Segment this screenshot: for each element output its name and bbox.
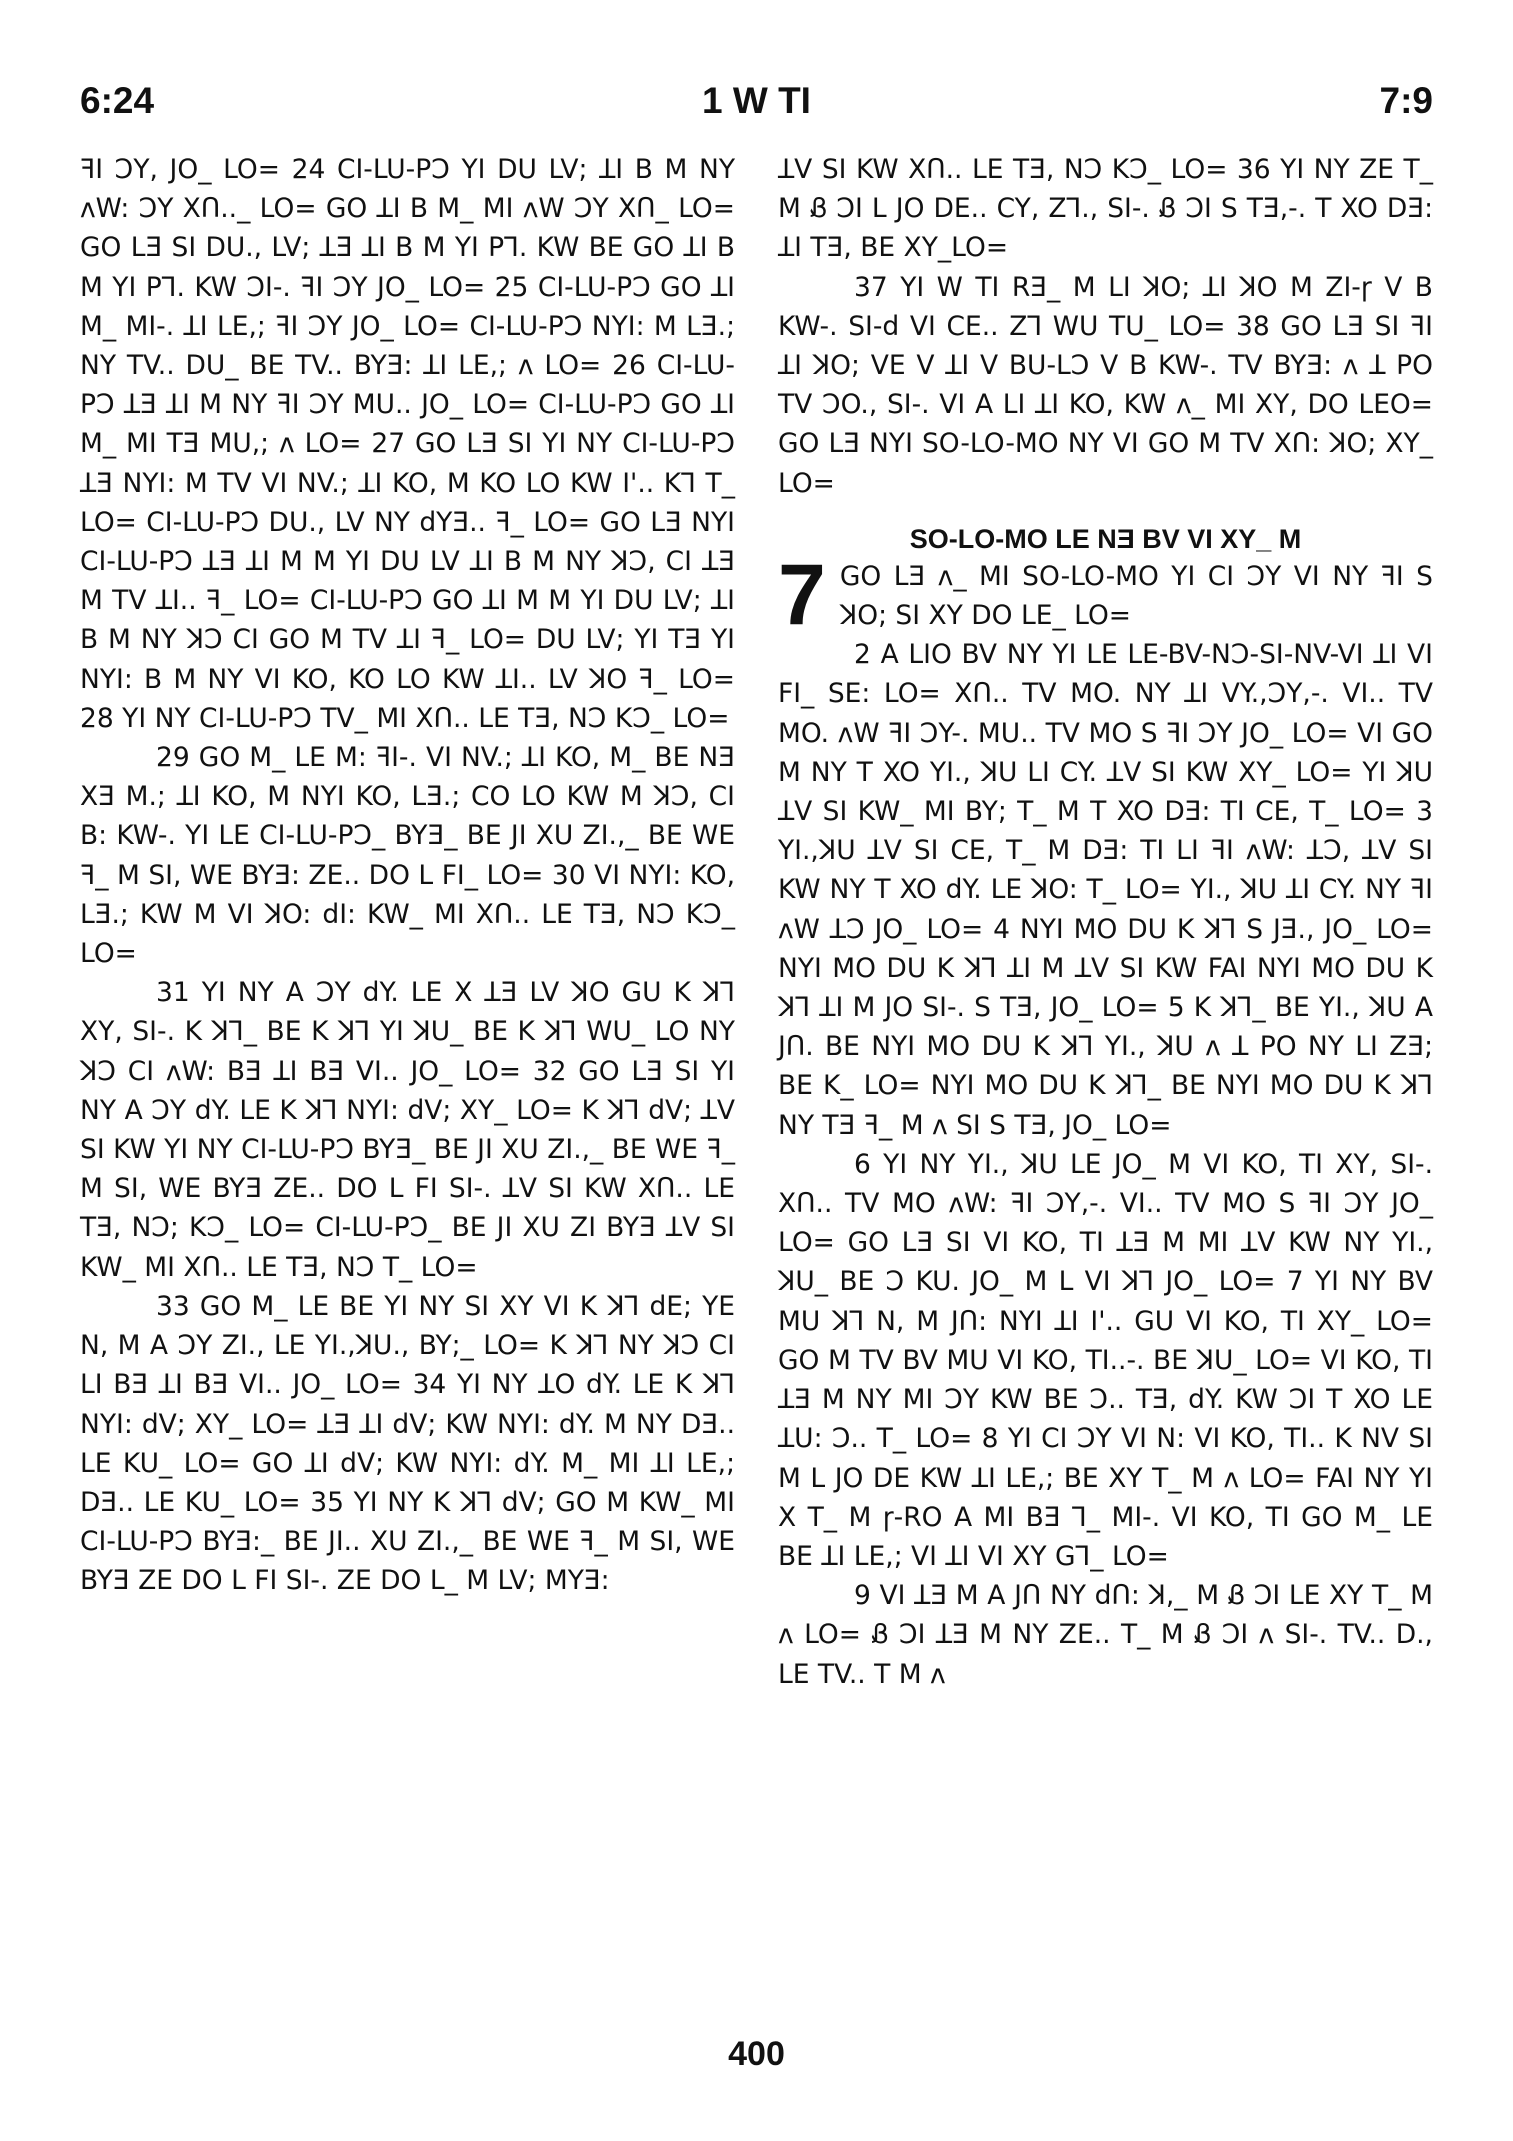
paragraph: 29 GO M_ LE M: ꟻI-. VI NV.; ꓕI KO, M_ BE NƎ XƎ M.; ꓕI KO, M NYI KO, LƎ.; CO LO KW M ꓘƆ, CI B: KW-. YI LE CI-LU-PƆ_ BYƎ_ BE JI XU ZI.,_ BE WE ꟻ_ M SI, WE BYƎ: ZE.. DO L FI_ LO= 30 VI NYI: KO, LƎ.; KW M VI ꓘO: dI: KW_ MI XՈ.. LE TƎ, NƆ KƆ_ LO= xyxy=(80,742,735,970)
left-column xyxy=(80,150,735,1601)
running-header xyxy=(80,80,1433,130)
chapter-opening xyxy=(778,546,1433,643)
paragraph: 2 A LIO BV NY YI LE LE-BV-NƆ-SI-NV-VI ꓕI VI FI_ SE: LO= XՈ.. TV MO. NY ꓕI VY.,ƆY,-. VI.. TV MO. ʌW ꟻI ƆY-. MU.. TV MO S ꟻI ƆY JO_ LO= VI GO M NY T XO YI., ꓘU LI CY. ꓕV SI KW XY_ LO= YI ꓘU ꓕV SI KW_ MI BY; T_ M T XO DƎ: TI CE, T_ LO= 3 YI.,ꓘU ꓕV SI CE, T_ M DƎ: TI LI ꟻI ʌW: ꓕƆ, ꓕV SI KW NY T XO dY. LE ꓘO: T_ LO= YI., ꓘU ꓕI CY. NY ꟻI ʌW ꓕƆ JO_ LO= 4 NYI MO DU K ꓘꓶ S JƎ., JO_ LO= NYI MO DU K ꓘꓶ ꓕI M ꓕV SI KW FAI NYI MO DU K ꓘꓶ ꓕI M JO SI-. S TƎ, JO_ LO= 5 K ꓘꓶ_ BE YI., ꓘU A JՈ. BE NYI MO DU K ꓘꓶ YI., ꓘU ʌ ꓕ PO NY LI ZƎ; BE K_ LO= NYI MO DU K ꓘꓶ_ BE NYI MO DU K ꓘꓶ NY TƎ ꟻ_ M ʌ SI S TƎ, JO_ LO= xyxy=(778,639,1433,1141)
paragraph: 9 VI ꓕƎ M A JՈ NY dՈ: ꓘ,_ M Ᏸ ƆI LE XY T_ M ʌ LO= Ᏸ ƆI ꓕƎ M NY ZE.. T_ M Ᏸ ƆI ʌ SI-. TV.. D., LE TV.. T M ʌ xyxy=(778,1580,1433,1690)
paragraph: 31 YI NY A ƆY dY. LE X ꓕƎ LV ꓘO GU K ꓘꓶ XY, SI-. K ꓘꓶ_ BE K ꓘꓶ YI ꓘU_ BE K ꓘꓶ WU_ LO NY ꓘƆ CI ʌW: BƎ ꓕI BƎ VI.. JO_ LO= 32 GO LƎ SI YI NY A ƆY dY. LE K ꓘꓶ NYI: dV; XY_ LO= K ꓘꓶ dV; ꓕV SI KW YI NY CI-LU-PƆ BYƎ_ BE JI XU ZI.,_ BE WE ꟻ_ M SI, WE BYƎ ZE.. DO L FI SI-. ꓕV SI KW XՈ.. LE TƎ, NƆ; KƆ_ LO= CI-LU-PƆ_ BE JI XU ZI BYƎ ꓕV SI KW_ MI XՈ.. LE TƎ, NƆ T_ LO= xyxy=(80,977,735,1283)
right-column xyxy=(778,150,1433,1694)
header-book-title: 1 W TI xyxy=(702,80,811,121)
header-verse-start: 6:24 xyxy=(80,80,155,121)
paragraph: GO LƎ ʌ_ MI SO-LO-MO YI CI ƆY VI NY ꟻI S ꓘO; SI XY DO LE_ LO= xyxy=(839,560,1433,632)
header-verse-end: 7:9 xyxy=(1379,80,1433,121)
paragraph: 6 YI NY YI., ꓘU LE JO_ M VI KO, TI XY, SI-. XՈ.. TV MO ʌW: ꟻI ƆY,-. VI.. TV MO S ꟻI ƆY JO_ LO= GO LƎ SI VI KO, TI ꓕƎ M MI ꓕV KW NY YI., ꓘU_ BE Ɔ KU. JO_ M L VI ꓘꓶ JO_ LO= 7 YI NY BV MU ꓘꓶ N, M JՈ: NYI ꓕI I'.. GU VI KO, TI XY_ LO= GO M TV BV MU VI KO, TI..-. BE ꓘU_ LO= VI KO, TI ꓕƎ M NY MI ƆY KW BE Ɔ.. TƎ, dY. KW ƆI T XO LE ꓕU: Ɔ.. T_ LO= 8 YI CI ƆY VI N: VI KO, TI.. K NV SI M L JO DE KW ꓕI LE,; BE XY T_ M ʌ LO= FAI NY YI X T_ M ɼ-RO A MI BƎ ꓶ_ MI-. VI KO, TI GO M_ LE BE ꓕI LE,; VI ꓕI VI XY Gꓶ_ LO= xyxy=(778,1148,1433,1572)
chapter-heading: SO-LO-MO LE NƎ BV VI XY_ M xyxy=(909,523,1302,554)
paragraph: ꟻI ƆY, JO_ LO= 24 CI-LU-PƆ YI DU LV; ꓕI B M NY ʌW: ƆY XՈ.._ LO= GO ꓕI B M_ MI ʌW ƆY XՈ_ LO= GO LƎ SI DU., LV; ꓕƎ ꓕI B M YI Pꓶ. KW BE GO ꓕI B M YI Pꓶ. KW ƆI-. ꟻI ƆY JO_ LO= 25 CI-LU-PƆ GO ꓕI M_ MI-. ꓕI LE,; ꟻI ƆY JO_ LO= CI-LU-PƆ NYI: M LƎ.; NY TV.. DU_ BE TV.. BYƎ: ꓕI LE,; ʌ LO= 26 CI-LU-PƆ ꓕƎ ꓕI M NY ꟻI ƆY MU.. JO_ LO= CI-LU-PƆ GO ꓕI M_ MI TƎ MU,; ʌ LO= 27 GO LƎ SI YI NY CI-LU-PƆ ꓕƎ NYI: M TV VI NV.; ꓕI KO, M KO LO KW I'.. Kꓶ T_ LO= CI-LU-PƆ DU., LV NY dYƎ.. ꟻ_ LO= GO LƎ NYI CI-LU-PƆ ꓕƎ ꓕI M M YI DU LV ꓕI B M NY ꓘƆ, CI ꓕƎ M TV ꓕI.. ꟻ_ LO= CI-LU-PƆ GO ꓕI M M YI DU LV; ꓕI B M NY ꓘƆ CI GO M TV ꓕI ꟻ_ LO= DU LV; YI TƎ YI NYI: B M NY VI KO, KO LO KW ꓕI.. LV ꓘO ꟻ_ LO= 28 YI NY CI-LU-PƆ TV_ MI XՈ.. LE TƎ, NƆ KƆ_ LO= xyxy=(80,154,735,734)
paragraph: 37 YI W TI RƎ_ M LI ꓘO; ꓕI ꓘO M ZI-ɼ V B KW-. SI-d VI CE.. Zꓶ WU TU_ LO= 38 GO LƎ SI ꟻI ꓕI ꓘO; VE V ꓕI V BU-LƆ V B KW-. TV BYƎ: ʌ ꓕ PO TV ƆO., SI-. VI A LI ꓕI KO, KW ʌ_ MI XY, DO LEO= GO LƎ NYI SO-LO-MO NY VI GO M TV XՈ: ꓘO; XY_ LO= xyxy=(778,271,1433,499)
page-number: 400 xyxy=(728,2035,785,2073)
chapter-number: 7 xyxy=(778,546,826,643)
paragraph: 33 GO M_ LE BE YI NY SI XY VI K ꓘꓶ dE; YE N, M A ƆY ZI., LE YI.,ꓘU., BY;_ LO= K ꓘꓶ NY ꓘƆ CI LI BƎ ꓕI BƎ VI.. JO_ LO= 34 YI NY ꓕO dY. LE K ꓘꓶ NYI: dV; XY_ LO= ꓕƎ ꓕI dV; KW NYI: dY. M NY DƎ.. LE KU_ LO= GO ꓕI dV; KW NYI: dY. M_ MI ꓕI LE,; DƎ.. LE KU_ LO= 35 YI NY K ꓘꓶ dV; GO M KW_ MI CI-LU-PƆ BYƎ:_ BE JI.. XU ZI.,_ BE WE ꟻ_ M SI, WE BYƎ ZE DO L FI SI-. ZE DO L_ M LV; MYƎ: xyxy=(80,1290,735,1597)
paragraph: ꓕV SI KW XՈ.. LE TƎ, NƆ KƆ_ LO= 36 YI NY ZE T_ M Ᏸ ƆI L JO DE.. CY, Zꓶ., SI-. Ᏸ ƆI S TƎ,-. T XO DƎ: ꓕI TƎ, BE XY_LO= xyxy=(778,154,1433,264)
